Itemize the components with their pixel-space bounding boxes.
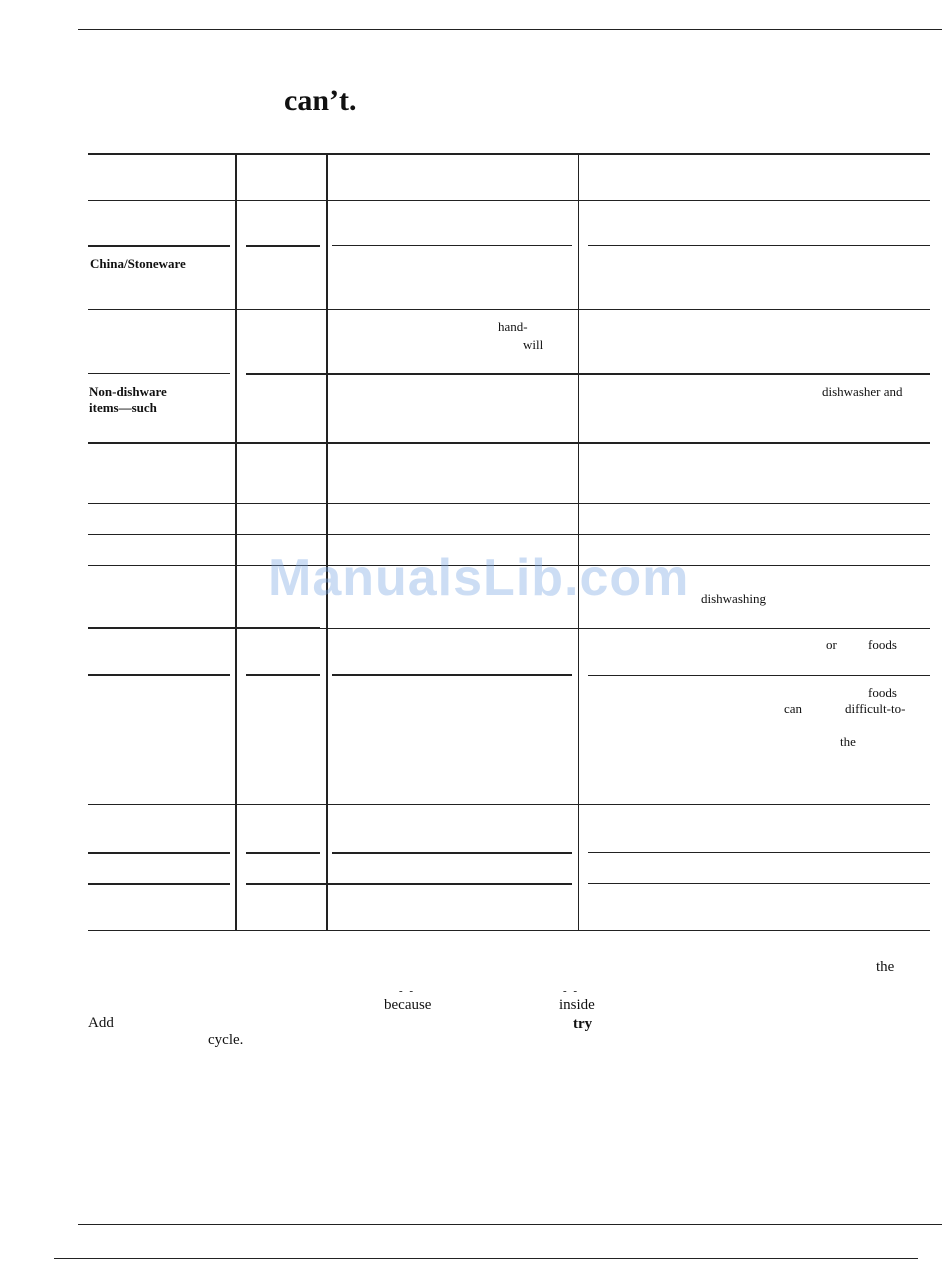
item-china-stoneware: China/Stoneware <box>90 256 186 271</box>
row-rule <box>88 442 930 444</box>
row-rule <box>588 883 930 884</box>
para-cycle: cycle. <box>208 1032 244 1048</box>
row-rule <box>88 627 320 629</box>
hyphen-marks: - - <box>563 985 580 997</box>
row-rule <box>246 852 320 854</box>
row-rule <box>332 852 572 854</box>
para-because: because <box>384 997 432 1013</box>
bottom-rule-1 <box>78 1224 942 1225</box>
row-rule <box>320 628 592 629</box>
para-inside: inside <box>559 997 595 1013</box>
text-dishwashing: dishwashing <box>701 591 766 606</box>
row-rule <box>246 674 320 676</box>
page-title: can’t. <box>284 84 357 117</box>
bottom-rule-2 <box>54 1258 918 1259</box>
para-add: Add <box>88 1015 114 1031</box>
row-rule <box>88 883 230 885</box>
row-rule <box>88 200 930 201</box>
text-dishwasher-and: dishwasher and <box>822 384 903 399</box>
row-rule <box>588 852 930 853</box>
row-rule <box>88 309 930 310</box>
hyphen-marks: - - <box>399 985 416 997</box>
row-rule <box>88 674 230 676</box>
row-rule <box>588 675 930 676</box>
para-the: the <box>876 959 895 975</box>
table-bottom-rule <box>88 930 930 931</box>
row-rule <box>246 373 930 375</box>
para-try: try <box>573 1016 593 1032</box>
text-or: or <box>826 637 837 652</box>
row-rule <box>88 852 230 854</box>
row-rule <box>332 245 572 246</box>
row-rule <box>246 883 572 885</box>
text-the: the <box>840 734 856 749</box>
col-line-3 <box>578 153 579 931</box>
row-rule <box>88 503 930 504</box>
text-hand: hand- <box>498 319 528 334</box>
row-rule <box>332 674 572 676</box>
item-non-dishware: Non-dishware <box>89 384 167 399</box>
table-top-rule <box>88 153 930 155</box>
row-rule <box>88 245 230 247</box>
row-rule <box>88 373 230 374</box>
text-foods-1: foods <box>868 637 897 652</box>
row-rule <box>246 245 320 247</box>
top-rule <box>78 29 942 30</box>
col-line-1 <box>235 153 237 931</box>
row-rule <box>592 628 930 629</box>
text-will: will <box>523 337 544 352</box>
row-rule <box>588 245 930 246</box>
col-line-2 <box>326 153 328 931</box>
text-can: can <box>784 701 803 716</box>
row-rule <box>88 534 930 535</box>
text-difficult-to: difficult-to- <box>845 701 906 716</box>
item-non-dishware-cont: items—such <box>89 400 157 415</box>
watermark-logo: ManualsLib.com <box>268 549 690 607</box>
row-rule <box>88 804 930 805</box>
text-foods-2: foods <box>868 685 897 700</box>
